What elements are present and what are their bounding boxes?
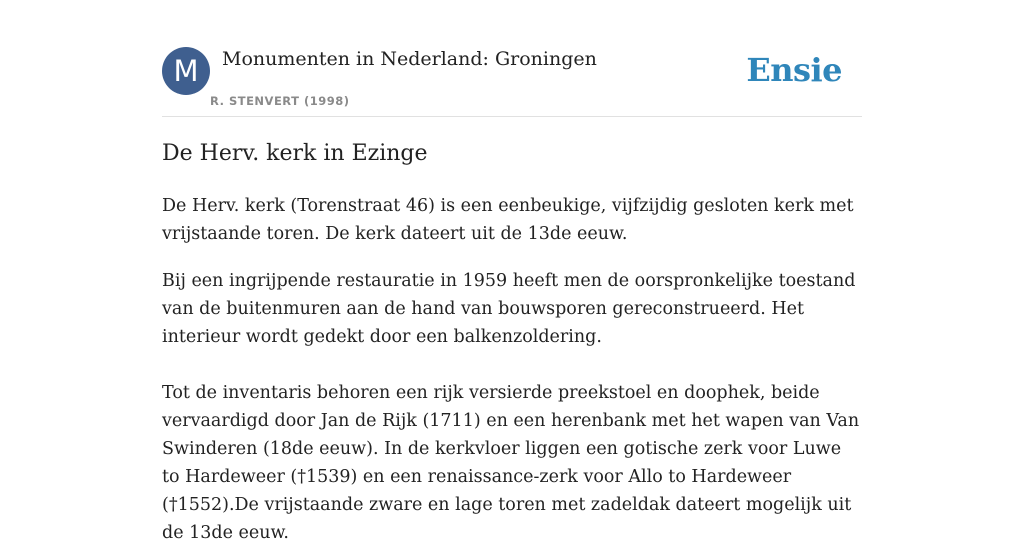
article-paragraph: Bij een ingrijpende restauratie in 1959 heeft men de oorspronkelijke toestand van de buitenmuren aan de hand van bouwsporen gereconstrueerd. Het interieur wordt gedekt door een balkenzoldering. — [162, 271, 856, 347]
book-title[interactable]: Monumenten in Nederland: Groningen — [222, 48, 597, 70]
author-line: R. STENVERT (1998) — [210, 94, 350, 108]
article-title: De Herv. kerk in Ezinge — [162, 141, 428, 166]
article-paragraph: De Herv. kerk (Torenstraat 46) is een eenbeukige, vijfzijdig gesloten kerk met vrijstaande toren. De kerk dateert uit de 13de eeuw. — [162, 196, 854, 244]
avatar: M — [162, 47, 210, 95]
article-paragraph: Tot de inventaris behoren een rijk versierde preekstoel en doophek, beide vervaardigd door Jan de Rijk (1711) en een herenbank met het wapen van Van Swinderen (18de eeuw). In de kerkvloer liggen een gotische zerk voor Luwe to Hardeweer (†1539) en een renaissance-zerk voor Allo to Hardeweer (†1552).De vrijstaande zware en lage toren met zadeldak dateert mogelijk uit de 13de eeuw. — [162, 383, 860, 543]
page-header — [162, 40, 862, 117]
article-body — [162, 138, 864, 547]
ensie-logo[interactable]: Ensie — [746, 51, 842, 89]
